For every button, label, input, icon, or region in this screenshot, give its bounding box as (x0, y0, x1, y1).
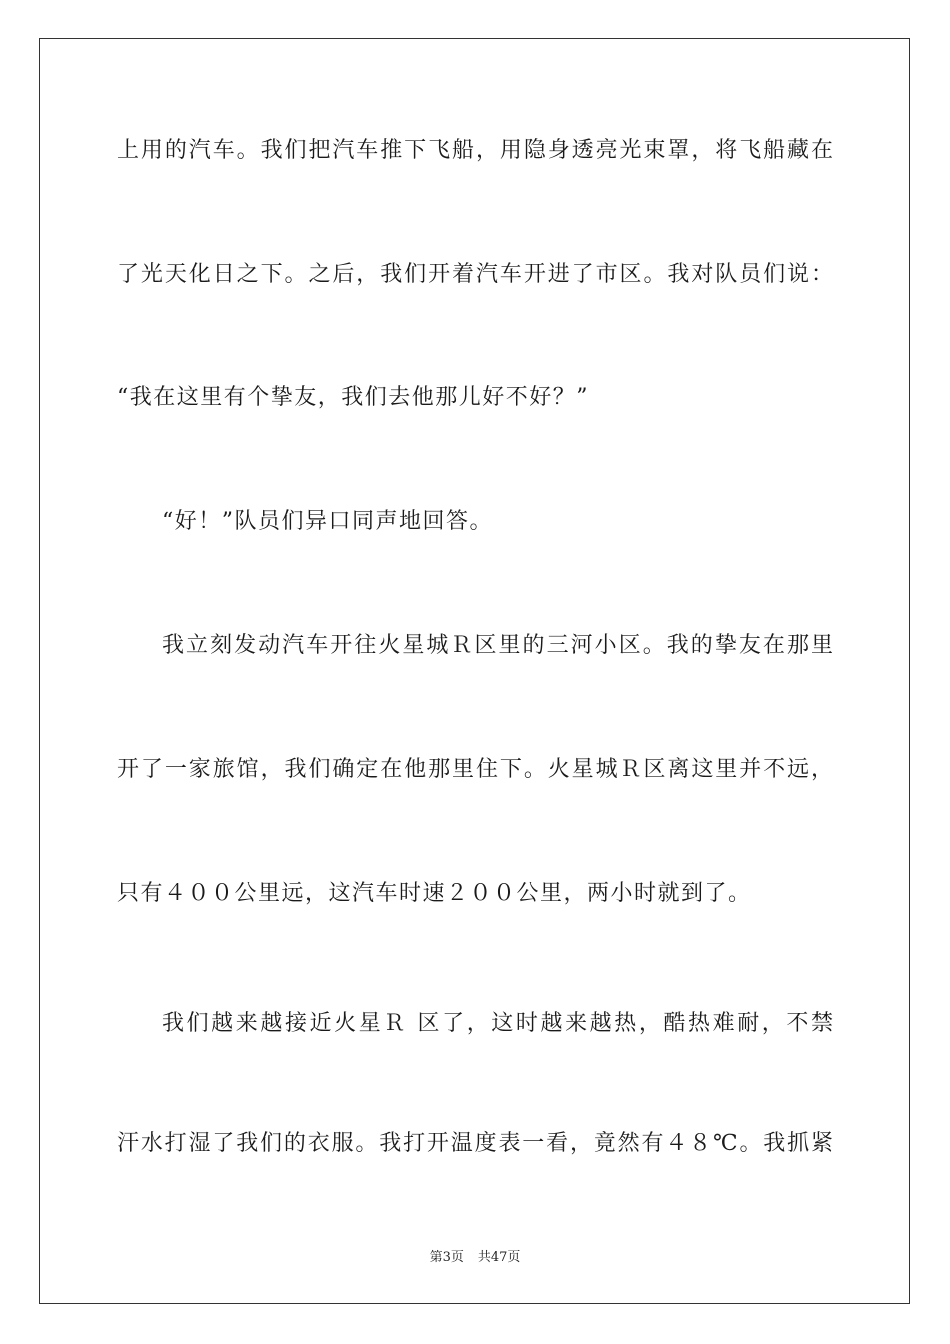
body-line-3: “我在这里有个挚友，我们去他那儿好不好？” (117, 385, 589, 410)
body-line-6: 开了一家旅馆，我们确定在他那里住下。火星城Ｒ区离这里并不远， (117, 757, 833, 782)
page-number: 第3页 (429, 1250, 464, 1265)
body-line-8: 我们越来越接近火星Ｒ 区了，这时越来越热，酷热难耐，不禁 (162, 1011, 833, 1036)
body-line-4: “好！”队员们异口同声地回答。 (162, 509, 493, 534)
page-border (39, 38, 910, 1304)
page-footer (0, 1246, 950, 1265)
body-line-9: 汗水打湿了我们的衣服。我打开温度表一看，竟然有４８℃。我抓紧 (117, 1131, 833, 1156)
page-total: 共47页 (477, 1250, 521, 1265)
body-line-5: 我立刻发动汽车开往火星城Ｒ区里的三河小区。我的挚友在那里 (162, 633, 833, 658)
body-line-2: 了光天化日之下。之后，我们开着汽车开进了市区。我对队员们说： (117, 262, 833, 287)
body-line-1: 上用的汽车。我们把汽车推下飞船，用隐身透亮光束罩，将飞船藏在 (117, 138, 833, 163)
body-line-7: 只有４００公里远，这汽车时速２００公里，两小时就到了。 (117, 881, 752, 906)
